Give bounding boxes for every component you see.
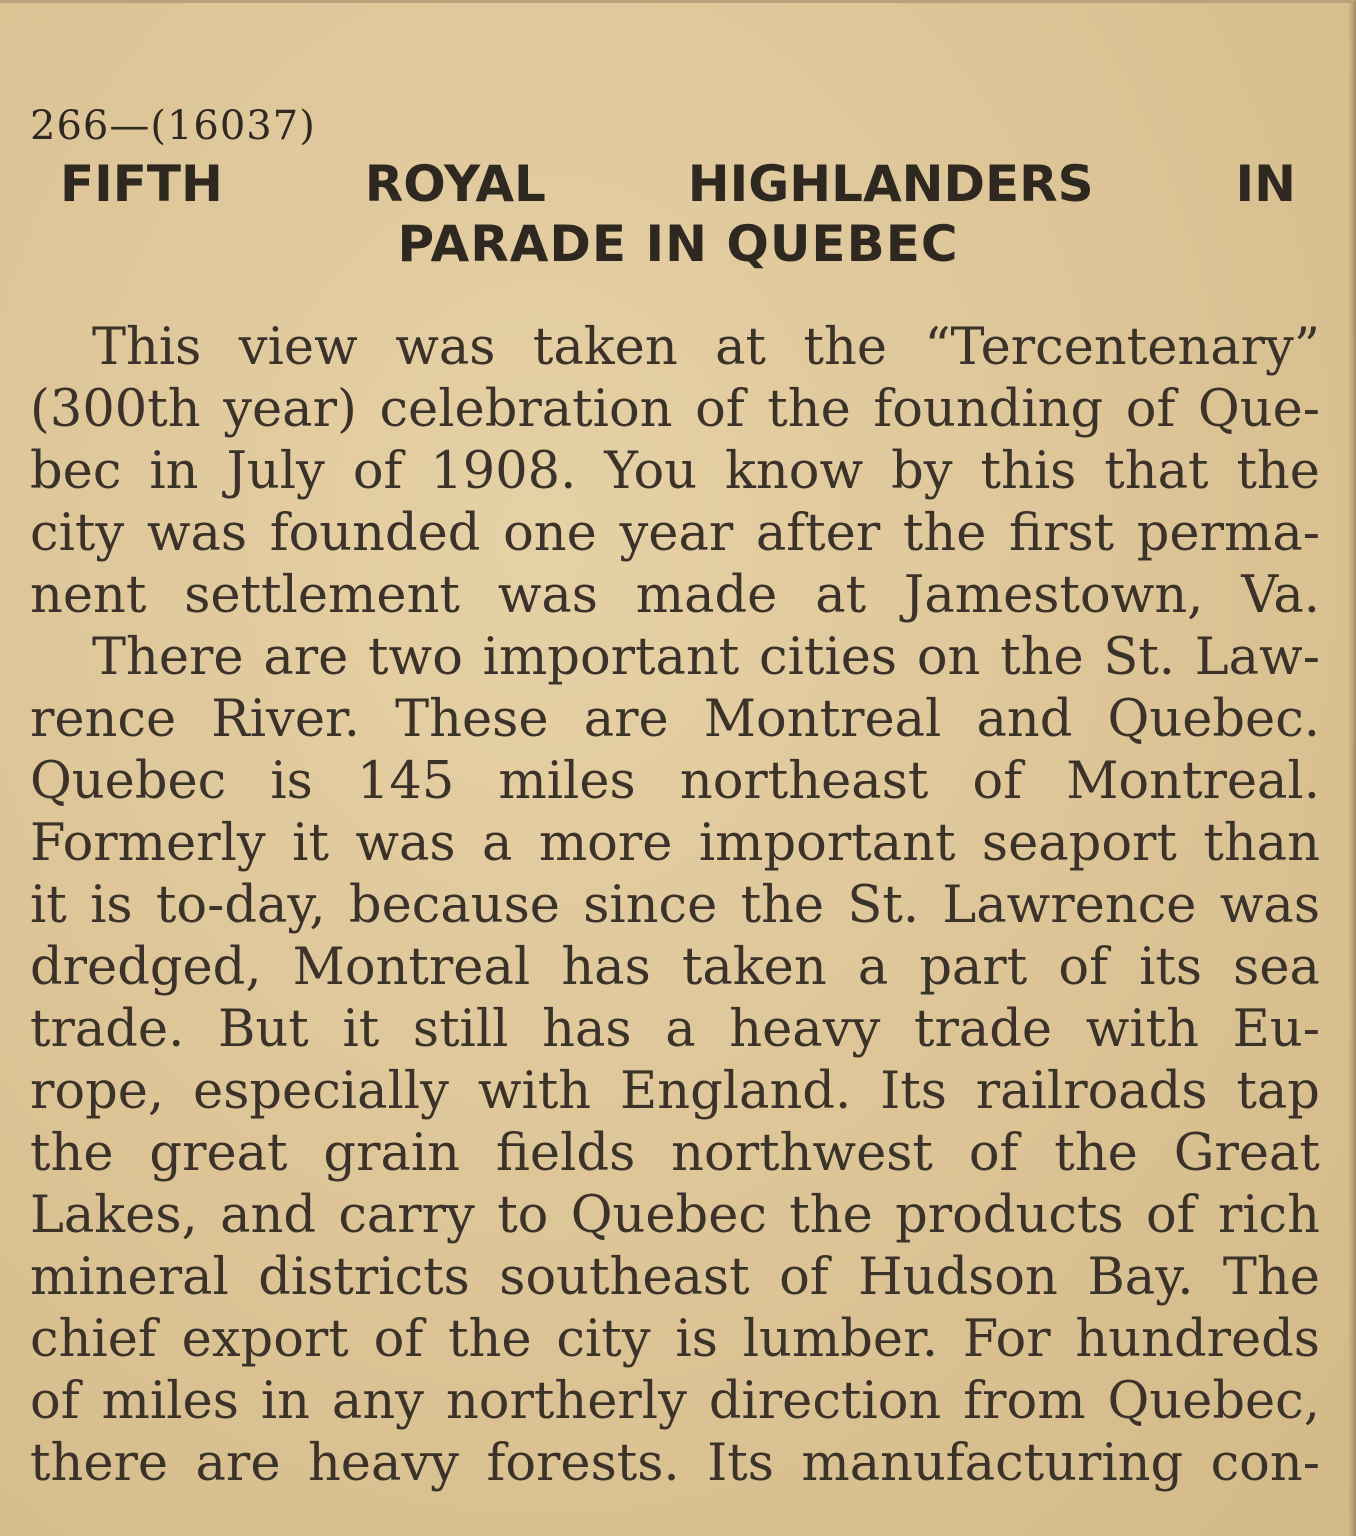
body-line: rence River. These are Montreal and Quebec.	[30, 690, 1320, 749]
body-line: dredged, Montreal has taken a part of its sea	[30, 938, 1320, 997]
body-line: chief export of the city is lumber. For hundreds	[30, 1310, 1320, 1369]
body-line: city was founded one year after the first perma-	[30, 504, 1320, 563]
body-line: of miles in any northerly direction from Quebec,	[30, 1372, 1320, 1431]
body-line: bec in July of 1908. You know by this that the	[30, 442, 1320, 501]
body-line: trade. But it still has a heavy trade with Eu-	[30, 1000, 1320, 1059]
title-word: HIGHLANDERS	[687, 155, 1094, 213]
body-line: This view was taken at the “Tercentenary”	[92, 318, 1320, 377]
body-line: rope, especially with England. Its railroads tap	[30, 1062, 1320, 1121]
body-line: it is to-day, because since the St. Lawrence was	[30, 876, 1320, 935]
body-line: mineral districts southeast of Hudson Bay. The	[30, 1248, 1320, 1307]
title-line-1	[60, 155, 1296, 213]
title-word: ROYAL	[364, 155, 546, 213]
title-word: IN	[1235, 155, 1296, 213]
body-line: There are two important cities on the St. Law-	[92, 628, 1320, 687]
body-line: there are heavy forests. Its manufacturing con-	[30, 1434, 1320, 1493]
body-line: nent settlement was made at Jamestown, Va.	[30, 566, 1320, 625]
title-line-2: PARADE IN QUEBEC	[397, 215, 959, 273]
catalog-number: 266—(16037)	[30, 103, 316, 149]
body-line: Quebec is 145 miles northeast of Montreal.	[30, 752, 1320, 811]
body-line: Lakes, and carry to Quebec the products of rich	[30, 1186, 1320, 1245]
body-line: the great grain fields northwest of the Great	[30, 1124, 1320, 1183]
body-line: Formerly it was a more important seaport than	[30, 814, 1320, 873]
title-word: FIFTH	[60, 155, 223, 213]
body-line: (300th year) celebration of the founding of Que-	[30, 380, 1320, 439]
